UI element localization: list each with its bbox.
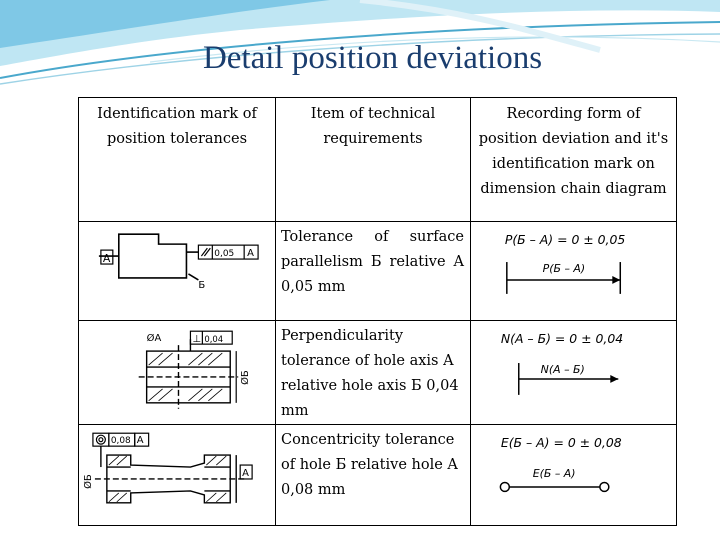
mark-cell [79,321,276,425]
requirement-text: Tolerance of surface parallelism Б relative A 0,05 mm [281,229,464,295]
header-cell [471,98,677,222]
hole-b-diameter-label: ØБ [82,474,94,489]
tolerance-value-label: 0,05 [214,249,235,260]
perpendicularity-drawing [79,321,275,419]
datum-label: A [102,252,111,266]
perpendicularity-chain-diagram [471,321,676,419]
tolerance-value-label: 0,04 [204,334,224,345]
chain-link-label: P(Б – A) [542,261,586,275]
hole-b-diameter-label: ØБ [240,370,252,385]
requirement-cell [276,222,471,321]
requirement-text: Concentricity tolerance of hole Б relative hole A 0,08 mm [281,432,458,498]
table-row [79,222,677,321]
column-header-mark: Identification mark of position tolerances [97,106,257,147]
requirement-cell [276,425,471,526]
header-cell [79,98,276,222]
surface-label: Б [198,279,206,291]
column-header-requirement: Item of technical requirements [310,106,436,147]
table-row [79,425,677,526]
reference-label: A [136,435,144,447]
parallelism-chain-diagram [471,222,676,320]
chain-link-label: E(Б – A) [532,466,576,480]
datum-label: A [242,467,249,479]
requirement-cell [276,321,471,425]
hole-a-diameter-label: ØA [146,333,162,345]
deviation-formula: P(Б – A) = 0 ± 0,05 [504,232,626,248]
mark-cell [79,222,276,321]
concentricity-chain-diagram [471,425,676,525]
concentricity-drawing [79,425,275,525]
mark-cell [79,425,276,526]
parallelism-drawing [79,222,275,320]
deviation-formula: E(Б – A) = 0 ± 0,08 [500,435,622,451]
perpendicularity-symbol: ⊥ [192,334,202,346]
requirement-text: Perpendicularity tolerance of hole axis A relative hole axis Б 0,04 mm [281,328,459,419]
chain-link-label: N(A – Б) [540,362,585,376]
recording-cell [471,222,677,321]
slide-title: Detail position deviations [202,40,543,76]
header-cell [276,98,471,222]
table-header-row [79,98,677,222]
reference-label: A [247,248,254,260]
column-header-recording-form: Recording form of position deviation and it's identification mark on dimension chain diagram [478,106,669,197]
table-row [79,321,677,425]
tolerance-value-label: 0,08 [110,436,131,447]
recording-cell [471,321,677,425]
recording-cell [471,425,677,526]
deviation-formula: N(A – Б) = 0 ± 0,04 [500,331,624,347]
position-deviation-table [78,97,677,526]
